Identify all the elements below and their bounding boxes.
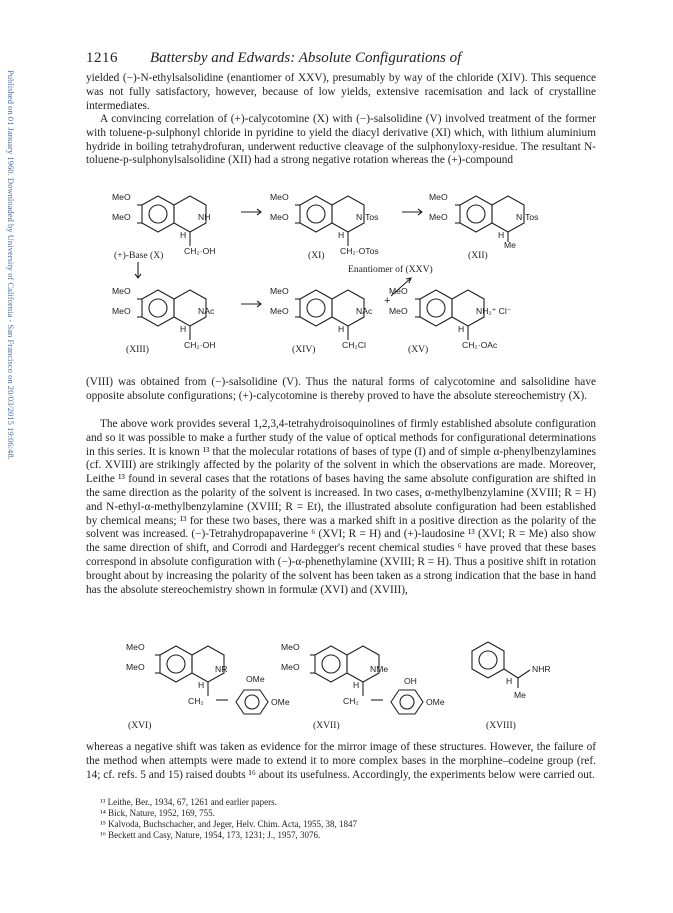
- meo-label: MeO: [112, 192, 131, 202]
- structure-xii: [455, 196, 524, 242]
- ntos-label: N·Tos: [356, 212, 379, 222]
- h-label: H: [458, 324, 465, 334]
- paragraph-5: whereas a negative shift was taken as evidence for the mirror image of these structures. However, the failure of the method when attempts were made to extend it to more complex bases in the morphine–codeine group (ref. 14; cf. refs. 5 and 15) raised doubts ¹⁶ about its usefulness. Accordingly, the experiments below were carried out.: [86, 741, 596, 781]
- nac-label: NAc: [356, 306, 373, 316]
- ch2oac-label: CH₂·OAc: [462, 340, 498, 350]
- footnote: [100, 808, 600, 819]
- publication-notice-text: Published on 01 January 1960. Downloaded by University of California - San Francisco on 20/03/2015 19:06:48.: [6, 70, 16, 460]
- structures-xvi-xviii: [86, 638, 596, 736]
- meo-label: MeO: [389, 286, 408, 296]
- ch2oh-label: CH₂·OH: [184, 340, 216, 350]
- footnote: [100, 830, 600, 841]
- h-label: H: [338, 230, 345, 240]
- structure-xviii: [472, 642, 530, 688]
- meo-label: MeO: [112, 212, 131, 222]
- footnote: [100, 819, 600, 830]
- compound-xiv-label: (XIV): [292, 344, 316, 355]
- ome-label: OMe: [271, 697, 290, 707]
- structure-xiii: [137, 290, 206, 340]
- footnote-number: ¹⁵: [100, 819, 106, 829]
- nme-label: NMe: [370, 664, 389, 674]
- ome-label: OMe: [426, 697, 445, 707]
- ch2cl-label: CH₂Cl: [342, 340, 366, 350]
- structure-xi: [295, 196, 364, 246]
- structure-xv: [415, 290, 484, 340]
- meo-label: MeO: [126, 662, 145, 672]
- me-label: Me: [514, 690, 526, 700]
- compound-xv-label: (XV): [408, 344, 429, 355]
- h-label: H: [498, 230, 505, 240]
- plus-sign: +: [384, 295, 391, 307]
- running-title: Battersby and Edwards: Absolute Configurations of: [150, 50, 462, 66]
- nr-label: NR: [215, 664, 228, 674]
- meo-label: MeO: [389, 306, 408, 316]
- paragraph-3: (VIII) was obtained from (−)-salsolidine (V). Thus the natural forms of calycotomine and salsolidine have opposite absolute configurations; (+)-calycotomine is thereby proved to have the absolute stereochemistry (X).: [86, 376, 596, 402]
- meo-label: MeO: [270, 286, 289, 296]
- footnote: [100, 797, 600, 808]
- paragraph-2: A convincing correlation of (+)-calycotomine (X) with (−)-salsolidine (V) involved treatment of the former with toluene-p-sulphonyl chloride in pyridine to yield the diacyl derivative (XI) which, with lithium aluminium hydride in boiling tetrahydrofuran, underwent reductive cleavage of the sulphonyloxy-residue. The resultant N-toluene-p-sulphonylsalsolidine (XII) had a strong negative rotation whereas the (+)-compound: [86, 113, 596, 167]
- h-label: H: [338, 324, 345, 334]
- ch2otos-label: CH₂·OTos: [340, 246, 379, 256]
- meo-label: MeO: [281, 642, 300, 652]
- nhr-label: NHR: [532, 664, 551, 674]
- paragraph-1: yielded (−)-N-ethylsalsolidine (enantiomer of XXV), presumably by way of the chloride (XIV). This sequence was not fully satisfactory, however, because of low yields, extensive racemisation and lack of crystalline intermediates.: [86, 72, 596, 112]
- ome-label: OMe: [246, 674, 265, 684]
- nac-label: NAc: [198, 306, 215, 316]
- footnote-number: ¹⁴: [100, 808, 106, 818]
- ch2-label: CH₂: [188, 696, 204, 706]
- h-label: H: [506, 676, 513, 686]
- compound-xvi-label: (XVI): [128, 720, 152, 731]
- footnote-text: Beckett and Casy, Nature, 1954, 173, 1231; J., 1957, 3076.: [108, 830, 321, 840]
- meo-label: MeO: [270, 212, 289, 222]
- compound-xvii-label: (XVII): [313, 720, 340, 731]
- ntos-label: N·Tos: [516, 212, 539, 222]
- page-number: 1216: [86, 50, 118, 66]
- ch2-label: CH₂: [343, 696, 359, 706]
- footnote-text: Bick, Nature, 1952, 169, 755.: [108, 808, 215, 818]
- h-label: H: [180, 324, 187, 334]
- h-label: H: [198, 680, 205, 690]
- meo-label: MeO: [270, 192, 289, 202]
- meo-label: MeO: [270, 306, 289, 316]
- page-header: [86, 50, 596, 70]
- structure-x: [137, 196, 206, 246]
- nh-label: NH: [198, 212, 211, 222]
- compound-xi-label: (XI): [308, 250, 325, 261]
- structure-xiv: [295, 290, 364, 340]
- h-label: H: [353, 680, 360, 690]
- footnote-text: Leithe, Ber., 1934, 67, 1261 and earlier papers.: [107, 797, 277, 807]
- footnotes: [100, 797, 600, 841]
- me-label: Me: [504, 240, 516, 250]
- footnote-number: ¹⁶: [100, 830, 106, 840]
- meo-label: MeO: [429, 212, 448, 222]
- meo-label: MeO: [112, 286, 131, 296]
- compound-x-label: (+)-Base (X): [114, 250, 164, 261]
- h-label: H: [180, 230, 187, 240]
- publication-notice: [4, 70, 18, 630]
- meo-label: MeO: [126, 642, 145, 652]
- meo-label: MeO: [281, 662, 300, 672]
- meo-label: MeO: [429, 192, 448, 202]
- reaction-scheme-1: [86, 180, 596, 370]
- compound-xviii-label: (XVIII): [486, 720, 516, 731]
- footnote-number: ¹³: [100, 797, 106, 807]
- meo-label: MeO: [112, 306, 131, 316]
- oh-label: OH: [404, 676, 417, 686]
- enantiomer-label: Enantiomer of (XXV): [348, 264, 433, 275]
- compound-xii-label: (XII): [468, 250, 488, 261]
- ch2oh-label: CH₂·OH: [184, 246, 216, 256]
- compound-xiii-label: (XIII): [126, 344, 149, 355]
- footnote-text: Kalvoda, Buchschacher, and Jeger, Helv. Chim. Acta, 1955, 38, 1847: [108, 819, 357, 829]
- nh2cl-label: NH₂⁺ Cl⁻: [476, 306, 512, 316]
- paragraph-4: The above work provides several 1,2,3,4-tetrahydroisoquinolines of firmly established absolute configuration and so it was possible to make a further study of the value of optical methods for configurational determinations in this series. It is known ¹³ that the molecular rotations of bases of type (I) and of simple α-phenylbenzylamines (cf. XVIII) are strikingly affected by the polarity of the solvent in which the observations are made. Moreover, Leithe ¹³ found in several cases that the rotations of bases having the same absolute configuration are shifted in the same direction as the polarity of the solvent is increased. In two cases, α-methylbenzylamine (XVIII; R = H) and N-ethyl-α-methylbenzylamine (XVIII; R = Et), the illustrated absolute configuration had been established by chemical means; ¹³ for these two bases, there was a marked shift in a positive direction as the polarity of the solvent was increased. (−)-Tetrahydropapaverine ⁶ (XVI; R = H) and (+)-laudosine ¹³ (XVI; R = Me) also show the same direction of shift, and Corrodi and Hardegger's recent chemical studies ⁶ have proved that these bases correspond in absolute configuration with (−)-α-phenethylamine (XVIII; R = H). Thus a positive shift in rotation brought about by increasing the polarity of the solvent has been taken as a strong indication that the base in hand has the absolute stereochemistry shown in formulæ (XVI) and (XVIII),: [86, 418, 596, 596]
